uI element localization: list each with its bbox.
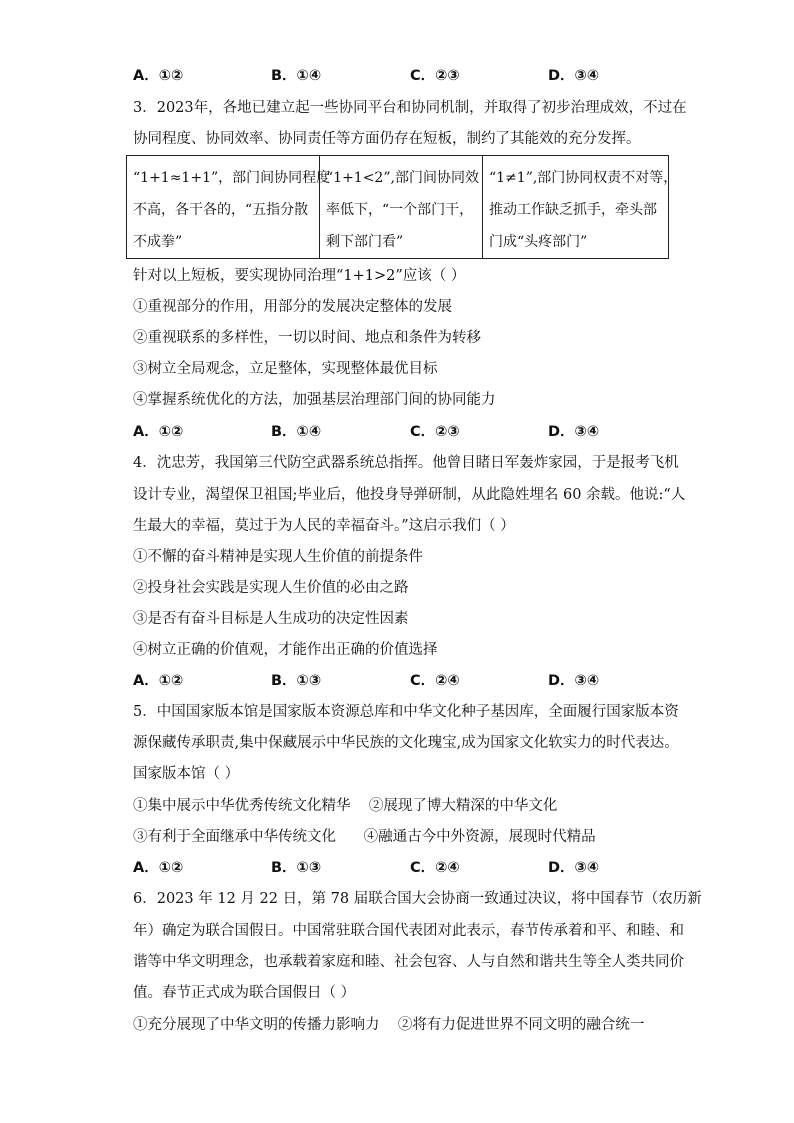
q3-question: 针对以上短板，要实现协同治理“1+1>2”应该（ ） <box>133 268 466 284</box>
q3-option-c: C．②③ <box>410 424 460 440</box>
cell-line: 推动工作缺乏抓手，牵头部 <box>489 202 657 218</box>
q4-stem-line-2: 设计专业，渴望保卫祖国;毕业后，他投身导弹研制，从此隐姓埋名 60 余载。他说:“人 <box>133 487 686 503</box>
q4-stem-line-1: 4．沈忠芳，我国第三代防空武器系统总指挥。他曾目睹日军轰炸家园，于是报考飞机 <box>133 455 679 471</box>
q3-option-d: D．③④ <box>548 424 600 440</box>
q3-comparison-table <box>126 155 678 259</box>
cell-line: “1+1≈1+1”，部门间协同程度 <box>133 170 331 186</box>
q4-option-b: B．①③ <box>271 673 322 689</box>
q5-options <box>133 858 653 878</box>
cell-line: 不成拳” <box>133 234 183 250</box>
q2-option-d: D．③④ <box>548 68 600 84</box>
q4-option-d: D．③④ <box>548 673 600 689</box>
q3-stem-line-2: 协同程度、协同效率、协同责任等方面仍存在短板，制约了其能效的充分发挥。 <box>133 131 641 147</box>
table-row <box>127 156 669 259</box>
q4-item-3: ③是否有奋斗目标是人生成功的决定性因素 <box>133 611 409 627</box>
q3-item-1: ①重视部分的作用，用部分的发展决定整体的发展 <box>133 299 452 315</box>
cell-line: 率低下，“一个部门干， <box>326 202 474 218</box>
q4-item-2: ②投身社会实践是实现人生价值的必由之路 <box>133 580 409 596</box>
q4-options <box>133 671 653 691</box>
q3-item-4: ④掌握系统优化的方法，加强基层治理部门间的协同能力 <box>133 392 496 408</box>
q6-stem-line-1: 6．2023 年 12 月 22 日，第 78 届联合国大会协商一致通过决议，将中国春节（农历新 <box>133 891 702 907</box>
table-cell-3 <box>483 156 678 259</box>
cell-line: “1≠1”,部门协同权责不对等， <box>489 170 678 186</box>
q5-option-a: A．①② <box>133 860 184 876</box>
q6-stem-line-3: 谐等中华文明理念，也承载着家庭和睦、社会包容、人与自然和谐共生等全人类共同价 <box>133 954 684 970</box>
table-cell-2 <box>320 156 483 259</box>
q3-item-2: ②重视联系的多样性，一切以时间、地点和条件为转移 <box>133 330 481 346</box>
q3-option-b: B．①④ <box>271 424 322 440</box>
q2-options <box>133 66 653 86</box>
q3-stem-line-1: 3．2023年，各地已建立起一些协同平台和协同机制，并取得了初步治理成效，不过在 <box>133 100 687 116</box>
q5-stem-line-3: 国家版本馆（ ） <box>133 766 240 782</box>
q5-stem-line-2: 源保藏传承职责,集中保藏展示中华民族的文化瑰宝,成为国家文化软实力的时代表达。 <box>133 735 679 751</box>
q4-item-4: ④树立正确的价值观，才能作出正确的价值选择 <box>133 642 438 658</box>
q3-item-3: ③树立全局观念，立足整体，实现整体最优目标 <box>133 361 438 377</box>
table-cell-1 <box>127 156 331 259</box>
q5-stem-line-1: 5．中国国家版本馆是国家版本资源总库和中华文化种子基因库，全面履行国家版本资 <box>133 704 679 720</box>
q4-option-c: C．②④ <box>410 673 460 689</box>
q5-option-d: D．③④ <box>548 860 600 876</box>
q4-item-1: ①不懈的奋斗精神是实现人生价值的前提条件 <box>133 549 423 565</box>
q3-options <box>133 422 653 442</box>
q5-items-row-1: ①集中展示中华优秀传统文化精华 ②展现了博大精深的中华文化 <box>133 798 558 814</box>
q4-stem-line-3: 生最大的幸福，莫过于为人民的幸福奋斗。”这启示我们（ ） <box>133 518 515 534</box>
q2-option-a: A．①② <box>133 68 184 84</box>
q2-option-b: B．①④ <box>271 68 322 84</box>
q4-option-a: A．①② <box>133 673 184 689</box>
cell-line: 不高，各干各的，“五指分散 <box>133 202 309 218</box>
q3-option-a: A．①② <box>133 424 184 440</box>
q2-option-c: C．②③ <box>410 68 460 84</box>
q5-option-b: B．①③ <box>271 860 322 876</box>
q6-items-row-1: ①充分展现了中华文明的传播力影响力 ②将有力促进世界不同文明的融合统一 <box>133 1017 645 1033</box>
q5-items-row-2: ③有利于全面继承中华传统文化 ④融通古今中外资源，展现时代精品 <box>133 829 596 845</box>
q6-stem-line-2: 年）确定为联合国假日。中国常驻联合国代表团对此表示，春节传承着和平、和睦、和 <box>133 923 684 939</box>
cell-line: 剩下部门看” <box>326 234 404 250</box>
q5-option-c: C．②④ <box>410 860 460 876</box>
q6-stem-line-4: 值。春节正式成为联合国假日（ ） <box>133 985 356 1001</box>
cell-line: “1+1<2”,部门间协同效 <box>326 170 479 186</box>
cell-line: 门成“头疼部门” <box>489 234 588 250</box>
